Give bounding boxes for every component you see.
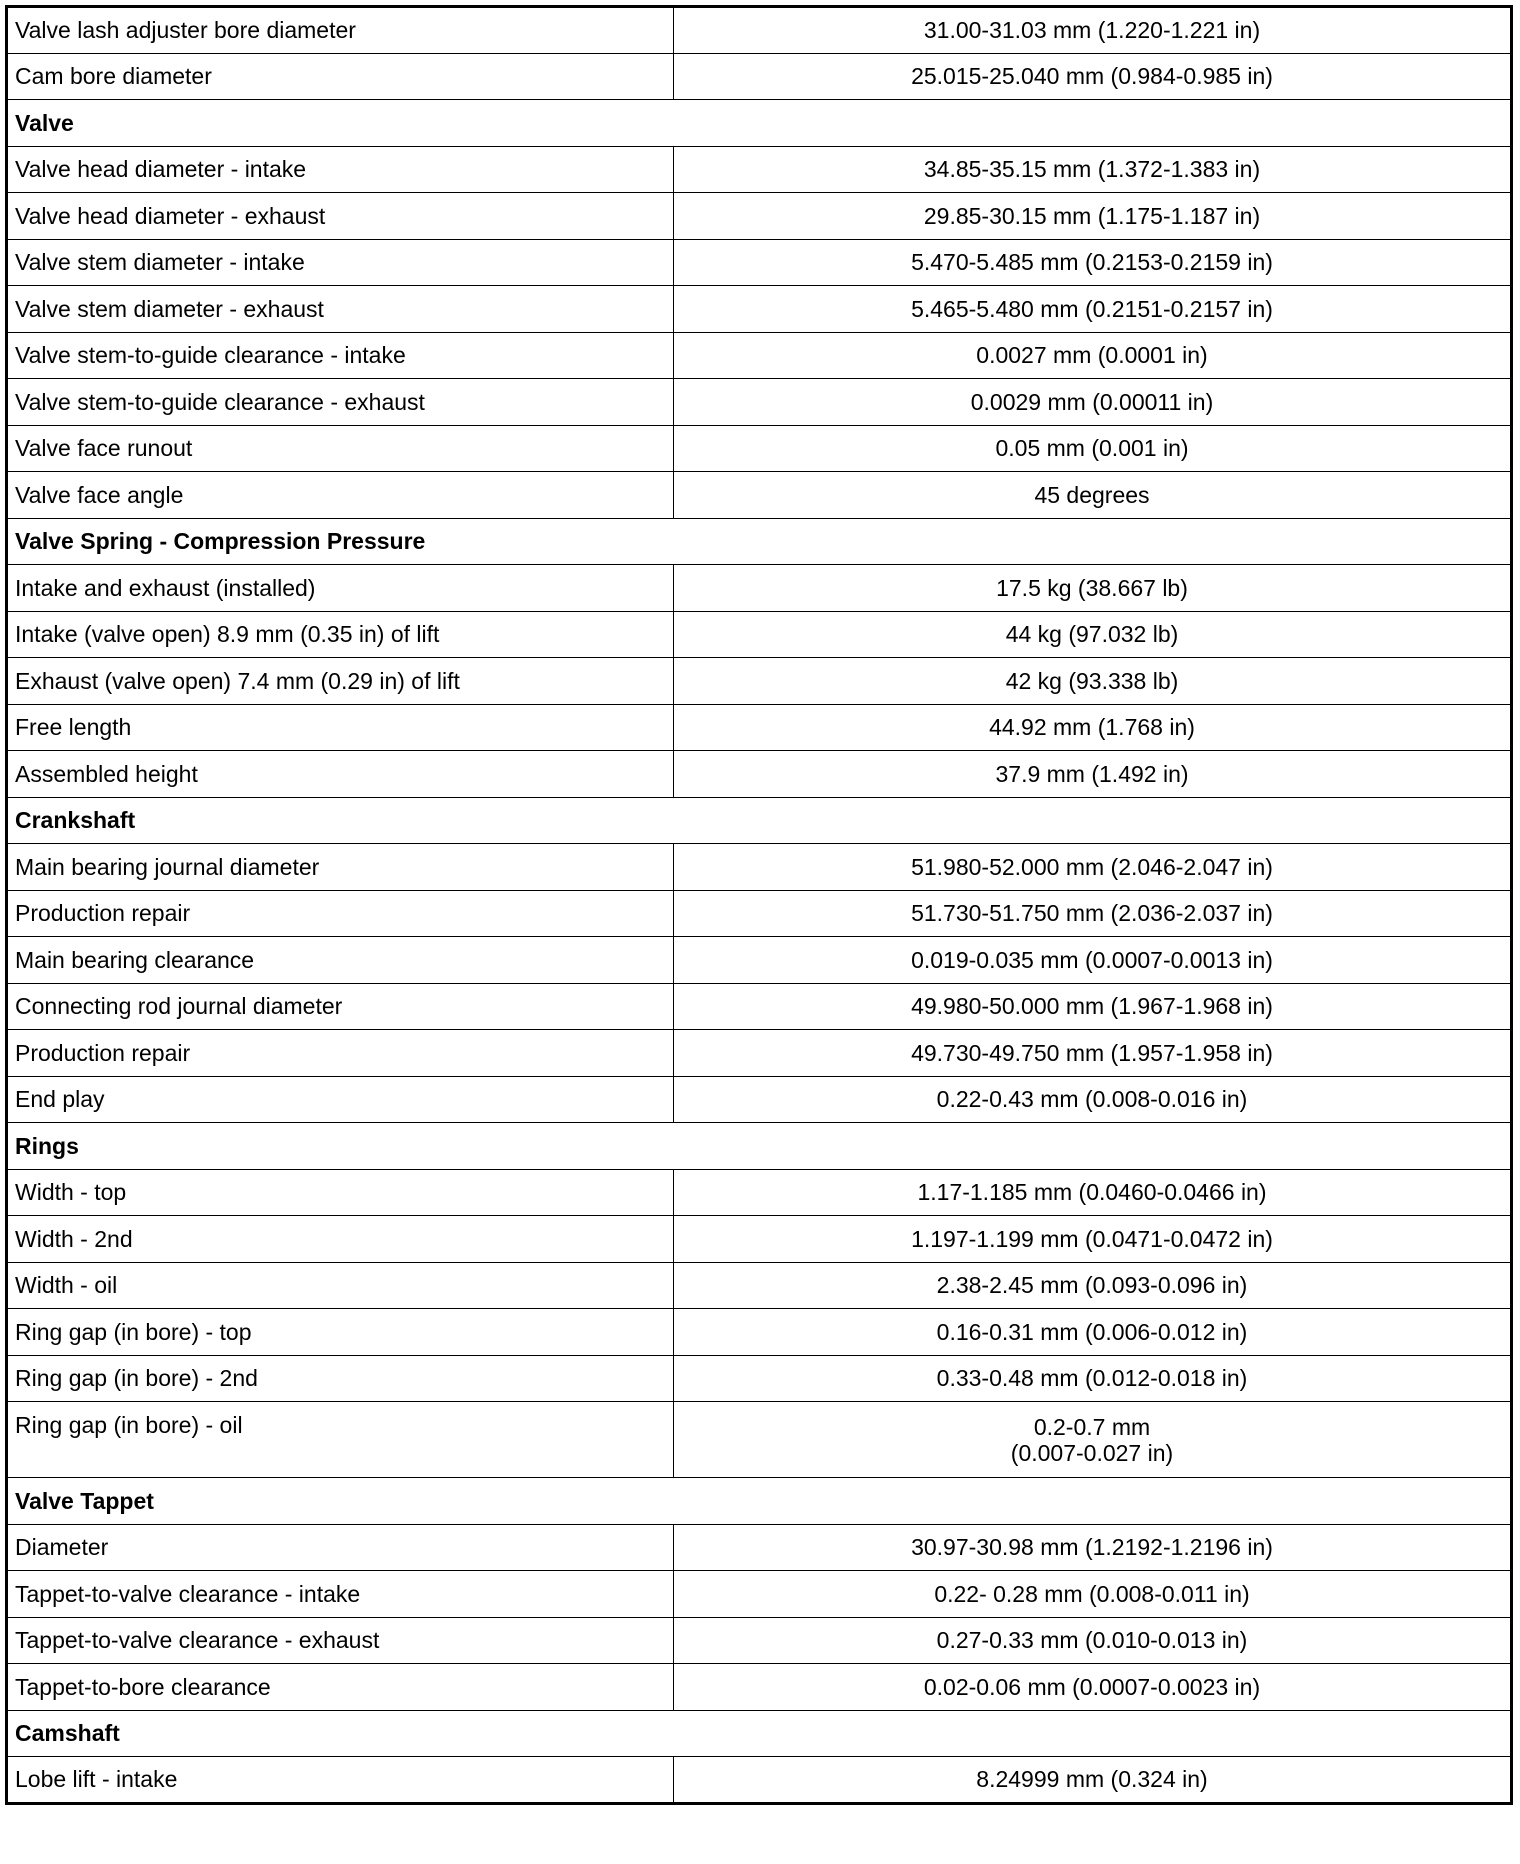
table-row xyxy=(7,1664,1512,1711)
spec-label: Main bearing journal diameter xyxy=(7,844,674,891)
section-header: Valve Spring - Compression Pressure xyxy=(7,518,1512,565)
spec-value: 0.22- 0.28 mm (0.008-0.011 in) xyxy=(674,1571,1512,1618)
specification-table-body xyxy=(7,7,1512,1804)
spec-value: 5.470-5.485 mm (0.2153-0.2159 in) xyxy=(674,239,1512,286)
spec-label: Valve face runout xyxy=(7,425,674,472)
table-row xyxy=(7,146,1512,193)
table-row xyxy=(7,332,1512,379)
spec-value: 1.17-1.185 mm (0.0460-0.0466 in) xyxy=(674,1169,1512,1216)
table-row xyxy=(7,286,1512,333)
spec-label: Valve lash adjuster bore diameter xyxy=(7,7,674,54)
spec-value: 0.05 mm (0.001 in) xyxy=(674,425,1512,472)
spec-value: 51.980-52.000 mm (2.046-2.047 in) xyxy=(674,844,1512,891)
spec-label: Ring gap (in bore) - 2nd xyxy=(7,1355,674,1402)
table-row xyxy=(7,425,1512,472)
section-header-row xyxy=(7,1710,1512,1757)
table-row xyxy=(7,983,1512,1030)
specification-table xyxy=(5,5,1513,1805)
spec-label: Production repair xyxy=(7,890,674,937)
spec-label: Cam bore diameter xyxy=(7,53,674,100)
table-row xyxy=(7,704,1512,751)
spec-value: 37.9 mm (1.492 in) xyxy=(674,751,1512,798)
table-row xyxy=(7,1571,1512,1618)
spec-value: 0.019-0.035 mm (0.0007-0.0013 in) xyxy=(674,937,1512,984)
table-row xyxy=(7,937,1512,984)
spec-label: Production repair xyxy=(7,1030,674,1077)
section-header-row xyxy=(7,518,1512,565)
table-row xyxy=(7,1757,1512,1804)
spec-label: Tappet-to-valve clearance - exhaust xyxy=(7,1617,674,1664)
spec-label: Exhaust (valve open) 7.4 mm (0.29 in) of lift xyxy=(7,658,674,705)
spec-label: Valve head diameter - intake xyxy=(7,146,674,193)
table-row xyxy=(7,1355,1512,1402)
spec-value: 45 degrees xyxy=(674,472,1512,519)
section-header-row xyxy=(7,100,1512,147)
spec-value: 42 kg (93.338 lb) xyxy=(674,658,1512,705)
table-row xyxy=(7,472,1512,519)
spec-label: Valve stem diameter - intake xyxy=(7,239,674,286)
table-row xyxy=(7,379,1512,426)
spec-label: Ring gap (in bore) - oil xyxy=(7,1402,674,1478)
table-row xyxy=(7,7,1512,54)
section-header: Rings xyxy=(7,1123,1512,1170)
spec-label: Diameter xyxy=(7,1524,674,1571)
table-row xyxy=(7,1402,1512,1478)
spec-label: Assembled height xyxy=(7,751,674,798)
table-row xyxy=(7,611,1512,658)
table-row xyxy=(7,658,1512,705)
spec-label: Ring gap (in bore) - top xyxy=(7,1309,674,1356)
spec-value: 17.5 kg (38.667 lb) xyxy=(674,565,1512,612)
table-row xyxy=(7,1076,1512,1123)
spec-value: 29.85-30.15 mm (1.175-1.187 in) xyxy=(674,193,1512,240)
table-row xyxy=(7,239,1512,286)
spec-value: 8.24999 mm (0.324 in) xyxy=(674,1757,1512,1804)
spec-value: 0.2-0.7 mm (0.007-0.027 in) xyxy=(674,1402,1512,1478)
table-row xyxy=(7,751,1512,798)
spec-label: Valve face angle xyxy=(7,472,674,519)
section-header-row xyxy=(7,1478,1512,1525)
section-header: Valve Tappet xyxy=(7,1478,1512,1525)
spec-value: 44 kg (97.032 lb) xyxy=(674,611,1512,658)
spec-label: Valve stem diameter - exhaust xyxy=(7,286,674,333)
table-row xyxy=(7,1169,1512,1216)
table-row xyxy=(7,1309,1512,1356)
table-row xyxy=(7,53,1512,100)
spec-value: 49.730-49.750 mm (1.957-1.958 in) xyxy=(674,1030,1512,1077)
spec-label: Valve stem-to-guide clearance - exhaust xyxy=(7,379,674,426)
table-row xyxy=(7,1030,1512,1077)
spec-label: Free length xyxy=(7,704,674,751)
table-row xyxy=(7,890,1512,937)
spec-value: 2.38-2.45 mm (0.093-0.096 in) xyxy=(674,1262,1512,1309)
spec-label: Tappet-to-valve clearance - intake xyxy=(7,1571,674,1618)
spec-label: Intake and exhaust (installed) xyxy=(7,565,674,612)
spec-label: Lobe lift - intake xyxy=(7,1757,674,1804)
section-header: Valve xyxy=(7,100,1512,147)
spec-label: Main bearing clearance xyxy=(7,937,674,984)
spec-value: 0.22-0.43 mm (0.008-0.016 in) xyxy=(674,1076,1512,1123)
spec-value: 0.0027 mm (0.0001 in) xyxy=(674,332,1512,379)
spec-value: 25.015-25.040 mm (0.984-0.985 in) xyxy=(674,53,1512,100)
spec-label: End play xyxy=(7,1076,674,1123)
table-row xyxy=(7,1617,1512,1664)
spec-label: Width - oil xyxy=(7,1262,674,1309)
section-header: Camshaft xyxy=(7,1710,1512,1757)
spec-value: 49.980-50.000 mm (1.967-1.968 in) xyxy=(674,983,1512,1030)
section-header-row xyxy=(7,1123,1512,1170)
spec-value: 0.33-0.48 mm (0.012-0.018 in) xyxy=(674,1355,1512,1402)
table-row xyxy=(7,193,1512,240)
spec-label: Connecting rod journal diameter xyxy=(7,983,674,1030)
spec-value: 0.02-0.06 mm (0.0007-0.0023 in) xyxy=(674,1664,1512,1711)
table-row xyxy=(7,1216,1512,1263)
spec-label: Tappet-to-bore clearance xyxy=(7,1664,674,1711)
table-row xyxy=(7,1262,1512,1309)
spec-value: 34.85-35.15 mm (1.372-1.383 in) xyxy=(674,146,1512,193)
spec-value: 0.16-0.31 mm (0.006-0.012 in) xyxy=(674,1309,1512,1356)
spec-value: 0.27-0.33 mm (0.010-0.013 in) xyxy=(674,1617,1512,1664)
spec-label: Intake (valve open) 8.9 mm (0.35 in) of lift xyxy=(7,611,674,658)
spec-label: Width - top xyxy=(7,1169,674,1216)
spec-value: 5.465-5.480 mm (0.2151-0.2157 in) xyxy=(674,286,1512,333)
spec-value: 31.00-31.03 mm (1.220-1.221 in) xyxy=(674,7,1512,54)
section-header-row xyxy=(7,797,1512,844)
table-row xyxy=(7,1524,1512,1571)
spec-value: 51.730-51.750 mm (2.036-2.037 in) xyxy=(674,890,1512,937)
section-header: Crankshaft xyxy=(7,797,1512,844)
table-row xyxy=(7,565,1512,612)
spec-value: 0.0029 mm (0.00011 in) xyxy=(674,379,1512,426)
spec-value: 30.97-30.98 mm (1.2192-1.2196 in) xyxy=(674,1524,1512,1571)
spec-label: Valve stem-to-guide clearance - intake xyxy=(7,332,674,379)
table-row xyxy=(7,844,1512,891)
spec-label: Width - 2nd xyxy=(7,1216,674,1263)
spec-value: 44.92 mm (1.768 in) xyxy=(674,704,1512,751)
spec-value: 1.197-1.199 mm (0.0471-0.0472 in) xyxy=(674,1216,1512,1263)
spec-label: Valve head diameter - exhaust xyxy=(7,193,674,240)
